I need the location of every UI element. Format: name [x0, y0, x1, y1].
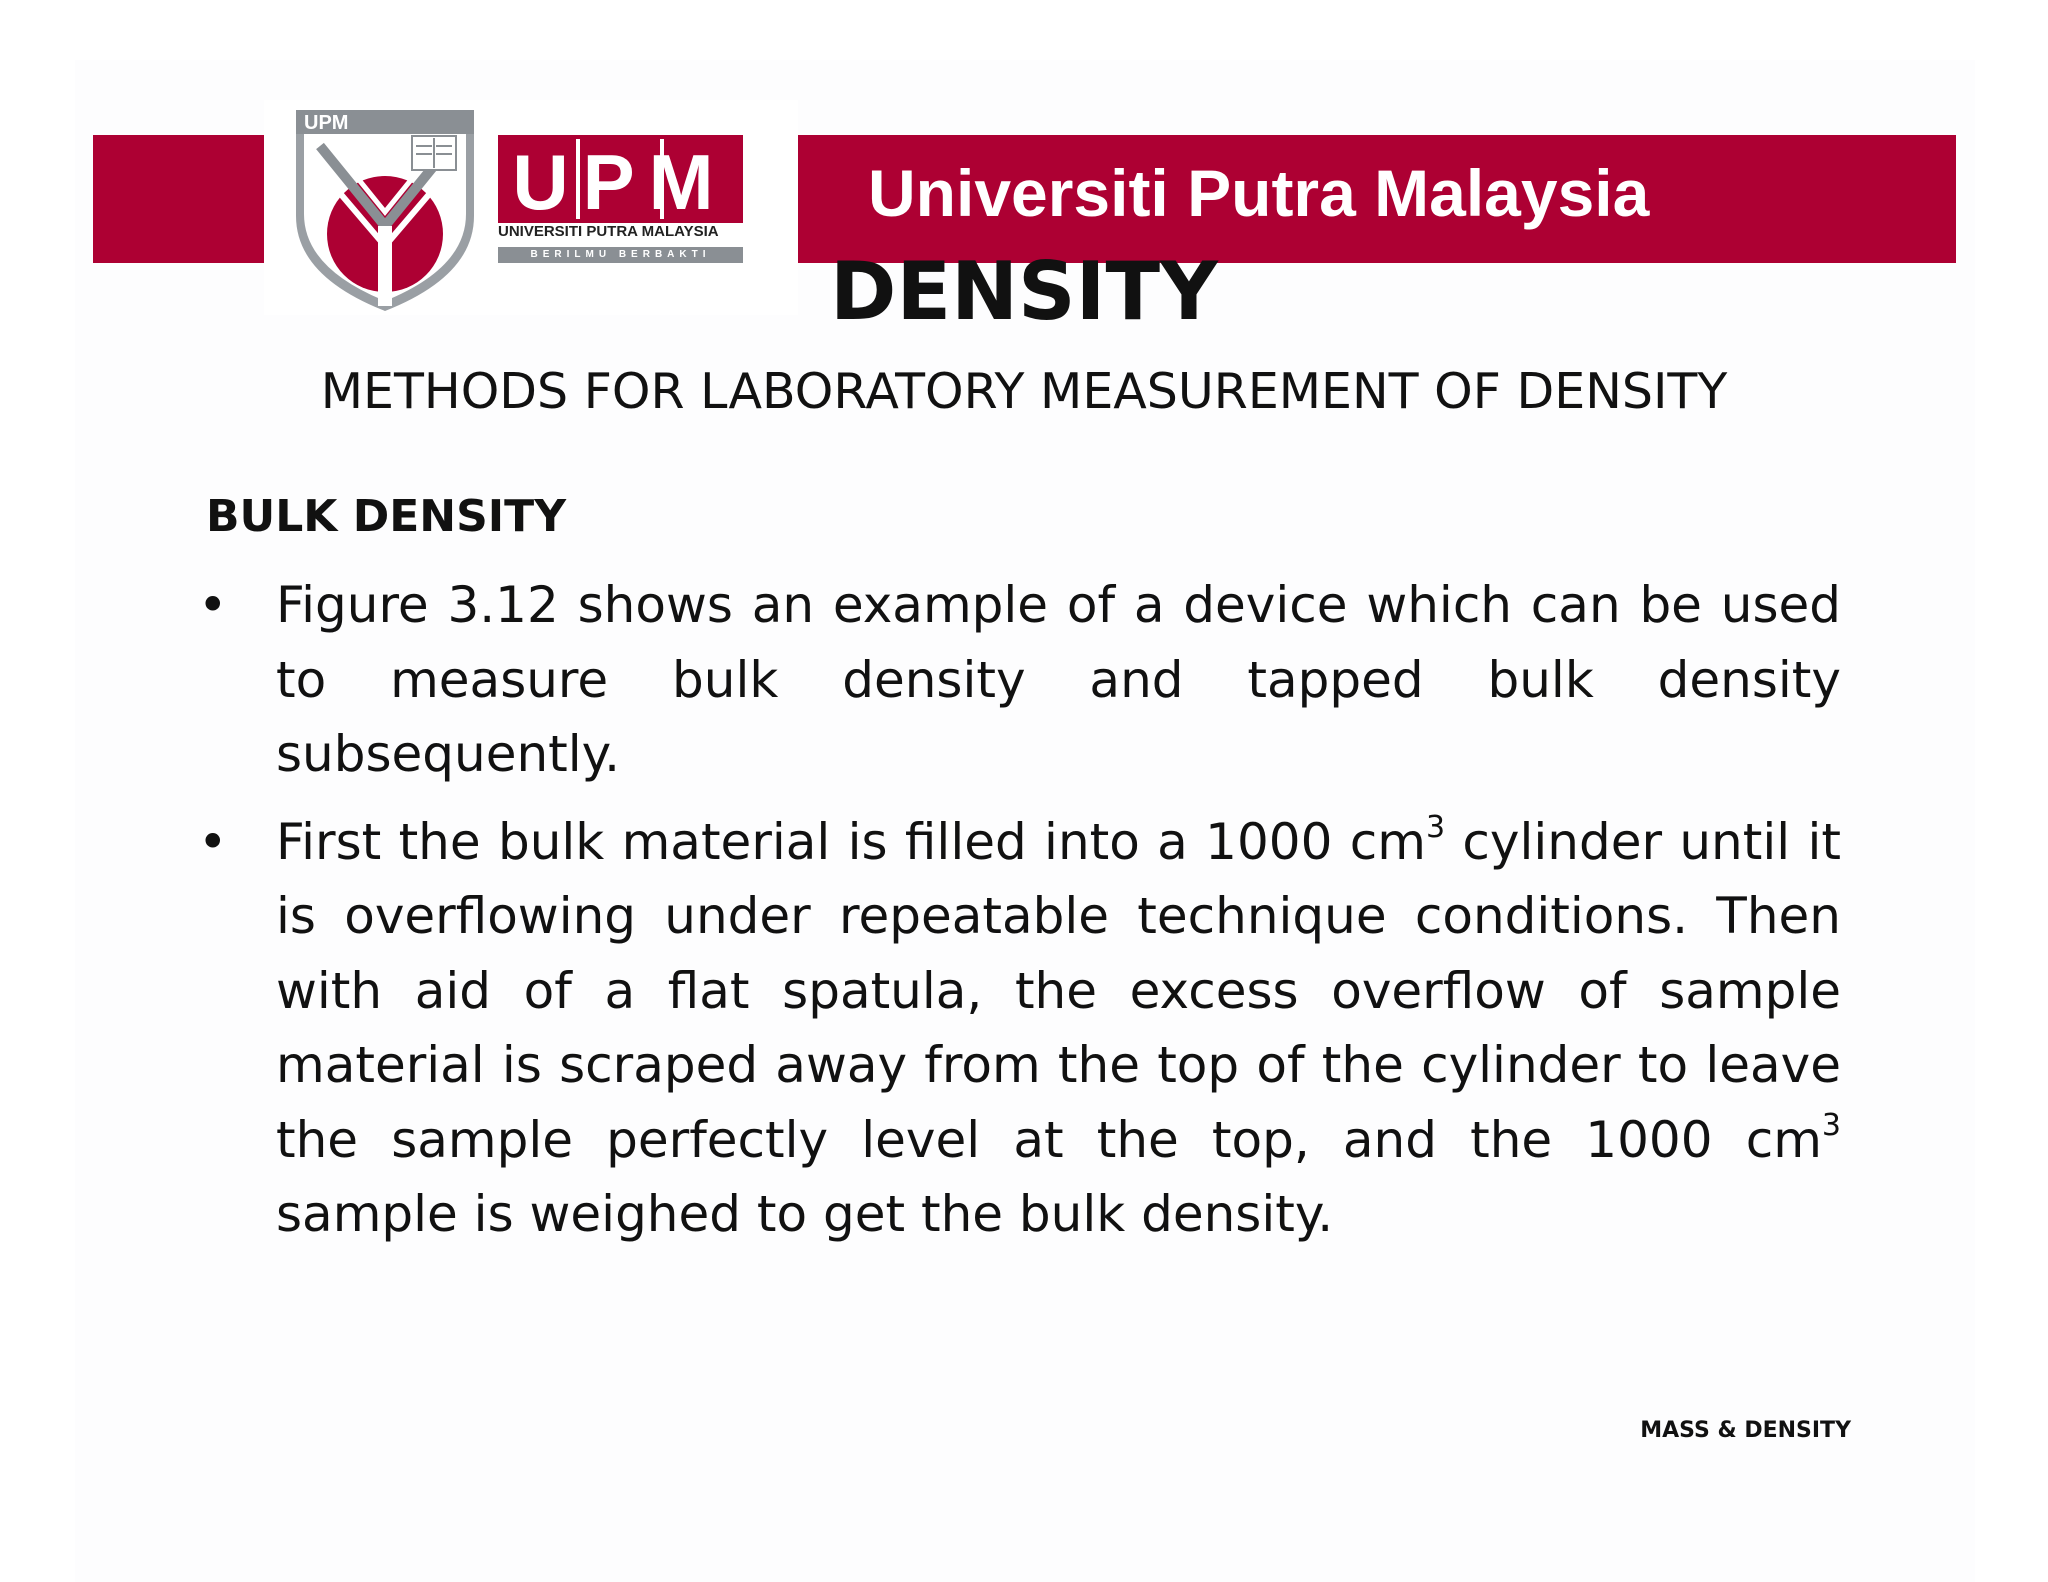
superscript: 3	[1425, 809, 1446, 845]
logo-subtitle: UNIVERSITI PUTRA MALAYSIA	[498, 223, 719, 240]
slide-footer: MASS & DENSITY	[1640, 1418, 1851, 1443]
bullet-icon: •	[198, 812, 228, 871]
university-name: Universiti Putra Malaysia	[868, 156, 1650, 230]
banner-band-left	[93, 135, 264, 263]
logo-motto: BERILMU BERBAKTI	[498, 247, 743, 263]
slide-subtitle: METHODS FOR LABORATORY MEASUREMENT OF DENSITY	[320, 363, 1728, 420]
bullet-icon: •	[198, 576, 228, 634]
bullet-text-part: cylinder until it is overflowing under repeatable technique conditions. Then with aid of a flat spatula, the excess overflow of sample material is scraped away from the top of the cylinder to leave the sample perfectly level at the top, and the 1000 cm	[276, 812, 1841, 1169]
bullet-item	[198, 805, 1841, 1252]
svg-text:UPM: UPM	[304, 112, 349, 134]
bullet-item	[198, 568, 1841, 792]
section-heading: BULK DENSITY	[206, 491, 567, 542]
bullet-text: Figure 3.12 shows an example of a device which can be used to measure bulk density and tapped bulk density subsequently.	[276, 576, 1841, 783]
bullet-text-part: sample is weighed to get the bulk density.	[276, 1185, 1334, 1243]
svg-text:UPM: UPM	[512, 138, 728, 223]
slide-title: DENSITY	[830, 245, 1218, 338]
superscript: 3	[1821, 1107, 1841, 1143]
upm-wordmark-logo	[498, 135, 743, 223]
bullet-text-part: First the bulk material is filled into a 1000 cm	[276, 812, 1426, 871]
bullet-list	[198, 568, 1841, 1265]
